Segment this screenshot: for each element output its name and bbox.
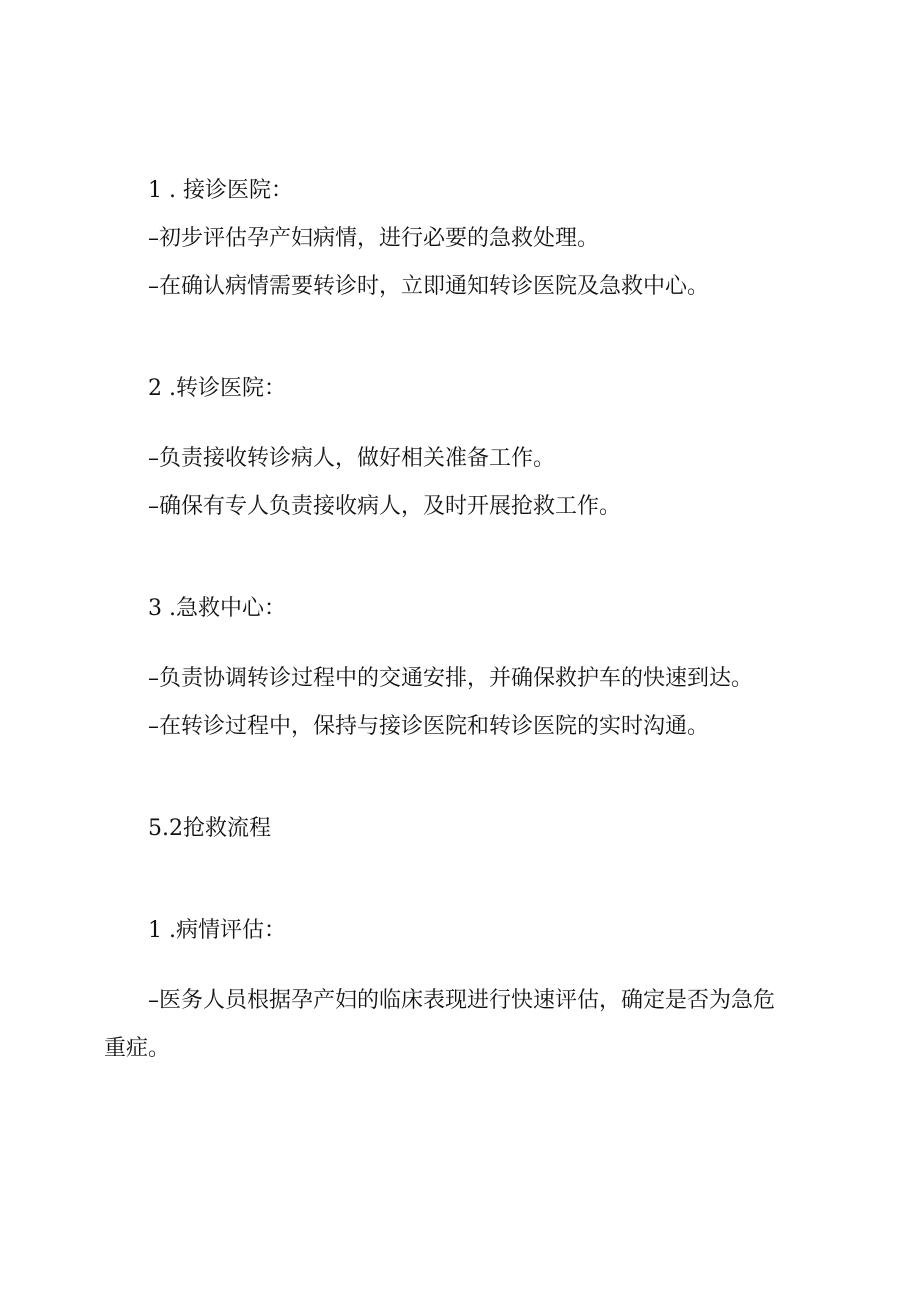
paragraph-line: –医务人员根据孕产妇的临床表现进行快速评估，确定是否为急危 (148, 988, 776, 1013)
section-heading-emergency-center: 3 .急救中心： (148, 596, 286, 621)
list-item: –负责接收转诊病人，做好相关准备工作。 (148, 446, 556, 471)
list-item: –负责协调转诊过程中的交通安排，并确保救护车的快速到达。 (148, 666, 754, 691)
list-item: –确保有专人负责接收病人，及时开展抢救工作。 (148, 494, 622, 519)
list-item: –初步评估孕产妇病情，进行必要的急救处理。 (148, 226, 600, 251)
section-heading-condition-assessment: 1 .病情评估： (148, 918, 286, 943)
section-heading-receiving-hospital: 1 . 接诊医院： (148, 178, 293, 203)
paragraph-line: 重症。 (104, 1036, 171, 1061)
list-item: –在转诊过程中，保持与接诊医院和转诊医院的实时沟通。 (148, 714, 710, 739)
list-item: –在确认病情需要转诊时，立即通知转诊医院及急救中心。 (148, 274, 710, 299)
subsection-title: 5.2抢救流程 (148, 816, 271, 841)
section-heading-referral-hospital: 2 .转诊医院： (148, 376, 286, 401)
